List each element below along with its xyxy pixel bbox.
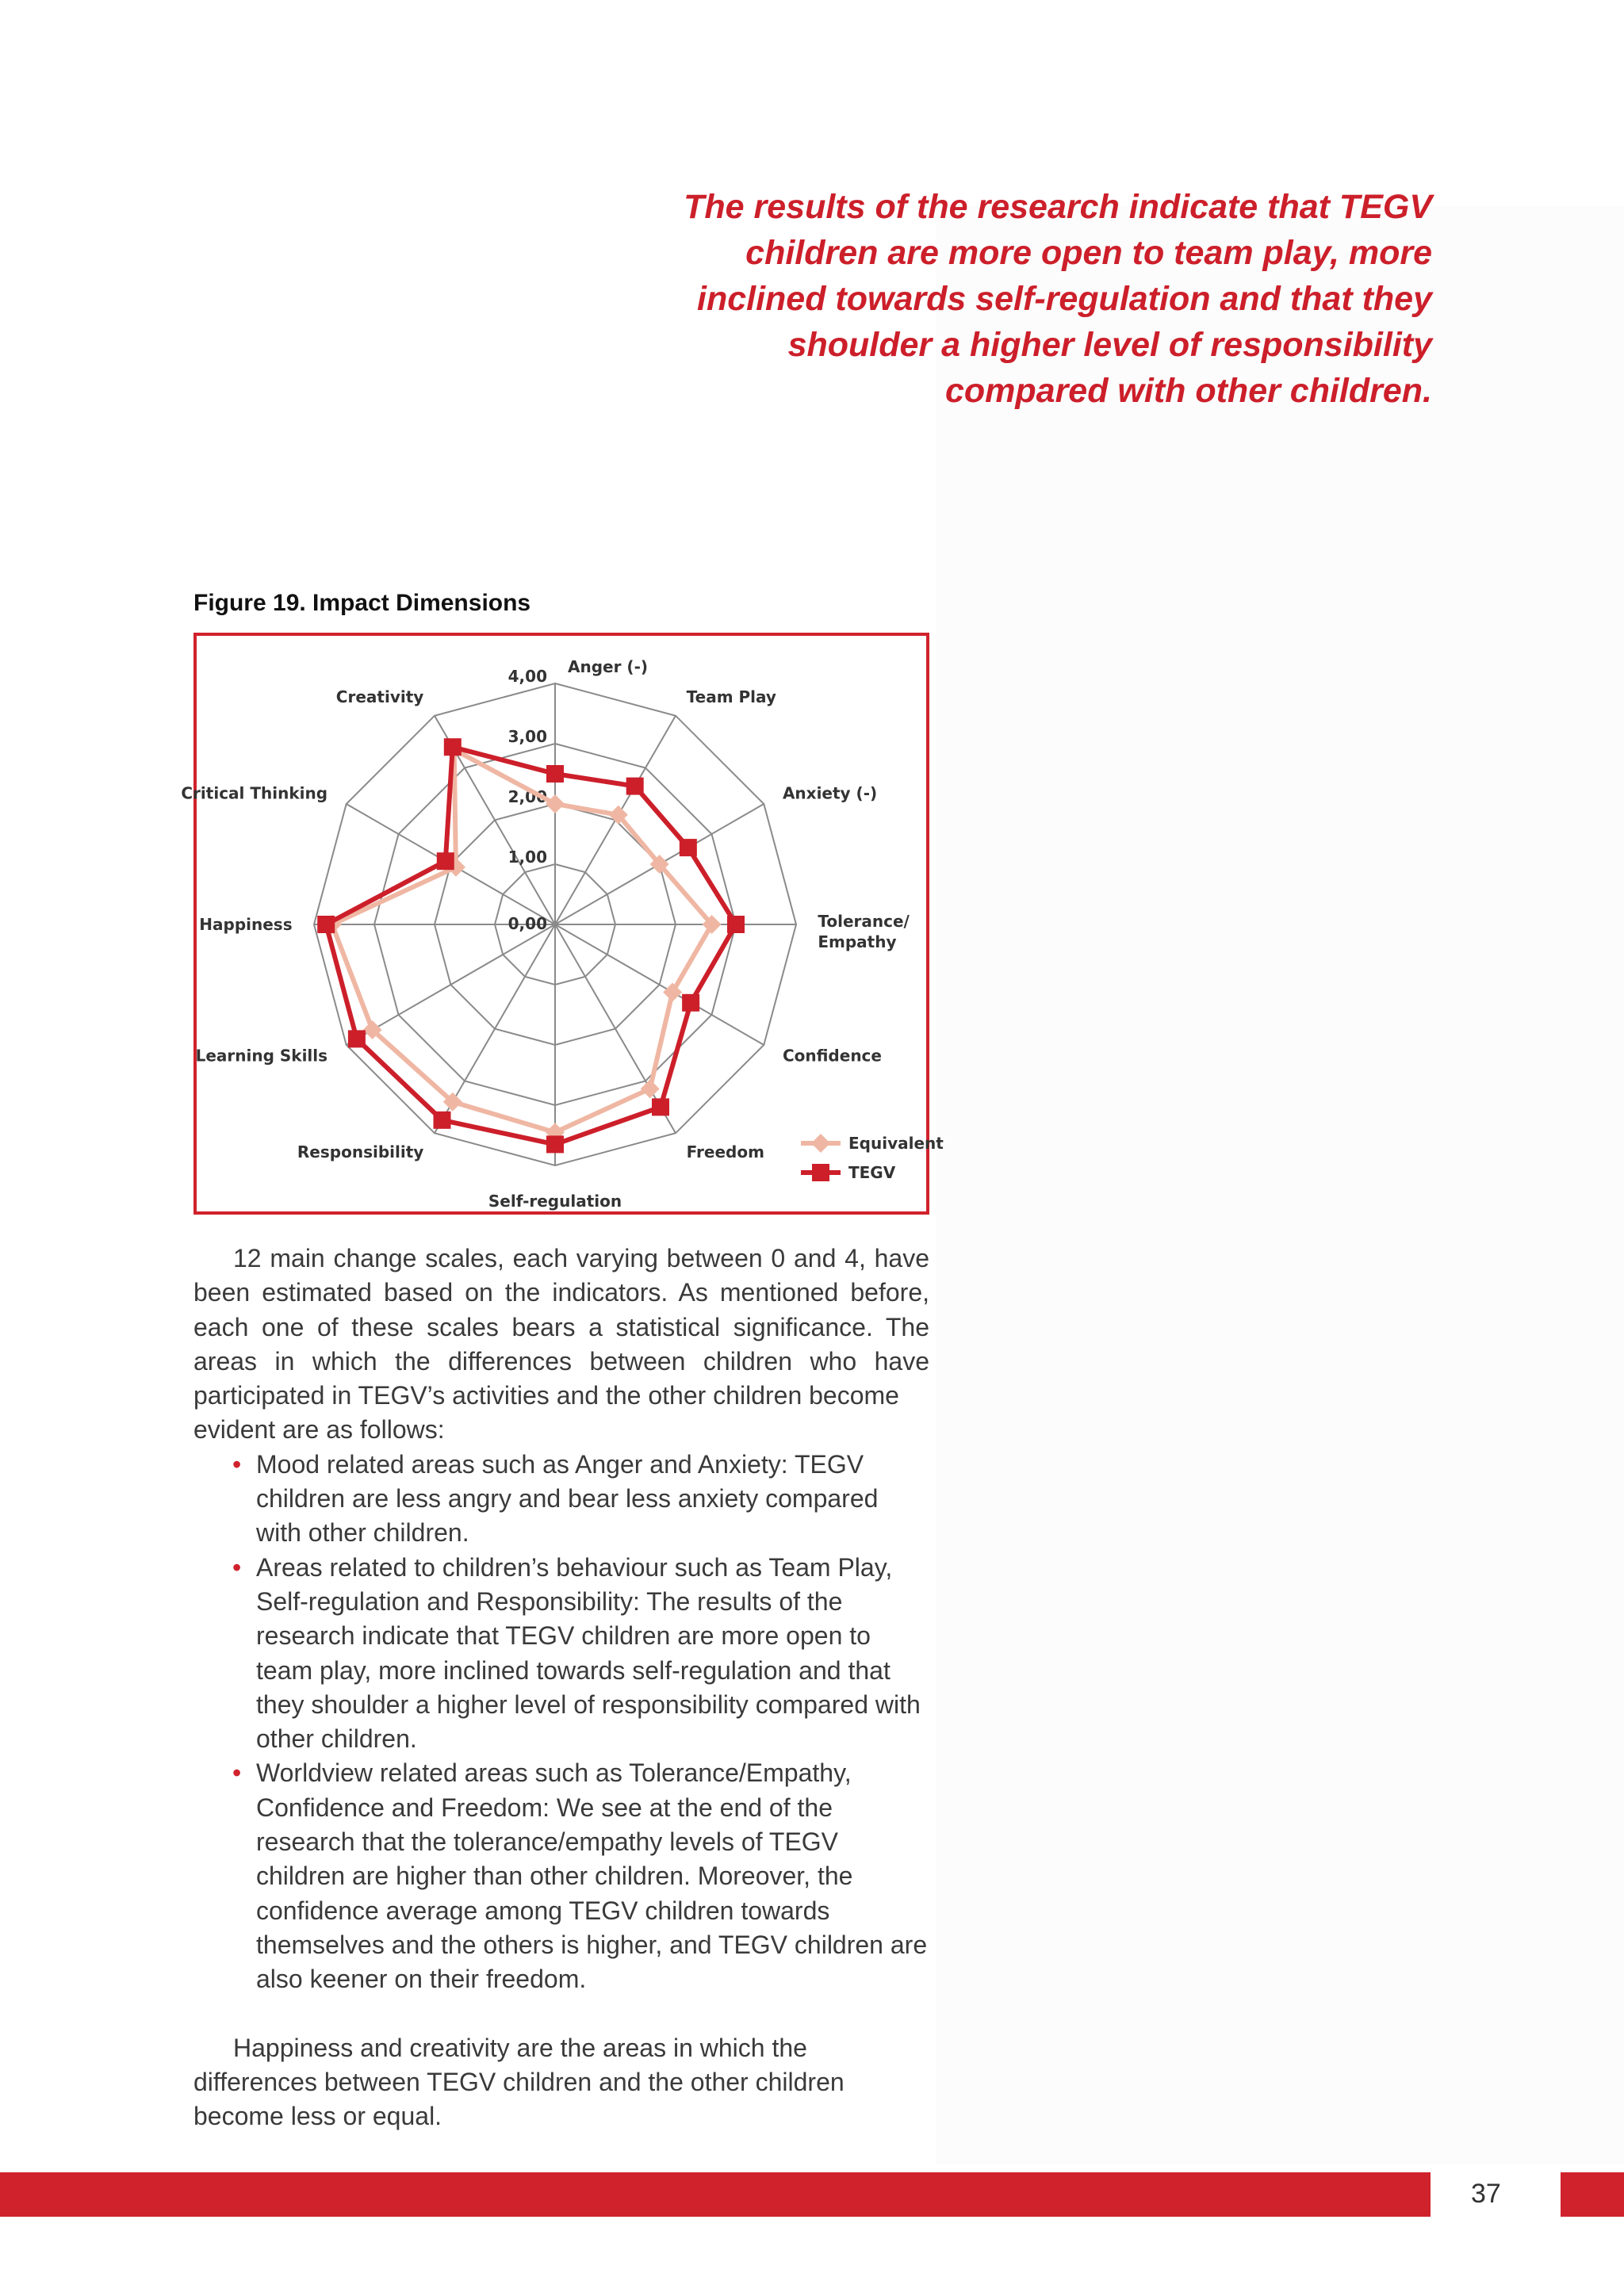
data-point-tegv	[348, 1030, 366, 1047]
list-item-text: Areas related to children’s behaviour such as Team Play, Self-regulation and Responsibility: The results of the research indicate that TEGV children are more open to team play, more inclined towards self-regulation and that they shoulder a higher level of responsibility compared with other children.	[256, 1552, 921, 1754]
data-point-tegv	[652, 1098, 669, 1115]
radar-chart	[181, 636, 944, 1211]
tick-label: 3,00	[508, 727, 547, 746]
data-point-equivalent	[663, 983, 682, 1002]
axis-label: Anger (-)	[568, 657, 649, 676]
pull-quote-line: compared with other children.	[944, 372, 1432, 410]
tick-label: 1,00	[508, 848, 547, 867]
axis-label: Creativity	[335, 687, 424, 707]
page-number: 37	[1471, 2179, 1501, 2209]
axis-label: Anxiety (-)	[782, 783, 878, 803]
axis-label: Tolerance/ Empathy	[818, 912, 910, 951]
data-point-tegv	[546, 1135, 564, 1153]
list-item-text: Mood related areas such as Anger and Anxiety: TEGV children are less angry and bear less anxiety compared with other children.	[256, 1449, 879, 1548]
footer-bar	[0, 2172, 1431, 2217]
bullet-dot: •	[232, 1449, 242, 1479]
axis-label: Learning Skills	[195, 1046, 328, 1066]
axis-label: Self-regulation	[488, 1192, 622, 1211]
data-point-tegv	[546, 765, 564, 783]
bullet-dot: •	[232, 1758, 242, 1788]
body-text	[193, 1242, 929, 2133]
paragraph-closing: Happiness and creativity are the areas in which the differences between TEGV children and the other children become less or equal.	[193, 2033, 845, 2131]
legend-label: TEGV	[848, 1163, 896, 1182]
series-line-tegv	[326, 747, 736, 1144]
data-point-tegv	[680, 839, 697, 856]
data-point-tegv	[626, 778, 644, 795]
list-item	[232, 1551, 929, 1757]
tick-label: 2,00	[508, 787, 547, 806]
axis-label: Critical Thinking	[181, 783, 328, 803]
radar-tick-labels	[508, 667, 547, 933]
legend-marker	[812, 1164, 829, 1181]
axis-label: Responsibility	[297, 1142, 424, 1161]
data-point-tegv	[444, 738, 462, 756]
data-point-equivalent	[546, 794, 565, 813]
paragraph-intro-last: evident are as follows:	[193, 1415, 445, 1445]
data-point-tegv	[682, 994, 699, 1012]
radar-spoke	[555, 924, 764, 1045]
tick-label: 4,00	[508, 667, 547, 686]
bullet-list	[193, 1448, 929, 1997]
data-point-tegv	[727, 916, 745, 933]
chart-legend	[801, 1134, 944, 1182]
pull-quote-line: The results of the research indicate that TEGV	[684, 188, 1432, 226]
axis-label: Happiness	[199, 915, 293, 934]
spacer	[193, 1997, 929, 2031]
legend-marker	[811, 1134, 830, 1153]
data-point-tegv	[437, 852, 454, 870]
right-panel-background	[936, 206, 1624, 2164]
pull-quote-line: inclined towards self-regulation and that they	[697, 280, 1432, 318]
figure-title: Figure 19. Impact Dimensions	[193, 590, 531, 616]
list-item	[232, 1756, 929, 1996]
footer-accent-block	[1561, 2172, 1624, 2217]
bullet-dot: •	[232, 1552, 242, 1582]
data-point-tegv	[434, 1112, 451, 1129]
axis-label: Confidence	[782, 1046, 882, 1066]
data-point-tegv	[317, 916, 335, 933]
legend-label: Equivalent	[848, 1134, 944, 1153]
list-item-text: Worldview related areas such as Tolerance/Empathy, Confidence and Freedom: We see at the end of the research that the tolerance/empathy levels of TEGV children are higher than other children. Moreover, the confidence average among TEGV children towards themselves and the others is higher, and TEGV children are also keener on their freedom.	[256, 1758, 928, 1994]
list-item	[232, 1448, 929, 1551]
paragraph-intro	[193, 1242, 929, 1413]
axis-label: Freedom	[686, 1142, 764, 1161]
pull-quote-line: children are more open to team play, more	[745, 234, 1432, 272]
pull-quote	[650, 184, 1432, 414]
paragraph-intro-text: 12 main change scales, each varying between 0 and 4, have been estimated based on the indicators. As mentioned before, each one of these scales bears a statistical significance. The areas in which the differences between children who have participated in TEGV’s activities and the other children become	[193, 1244, 929, 1410]
pull-quote-line: shoulder a higher level of responsibility	[787, 326, 1432, 364]
chart-frame	[181, 633, 944, 1215]
radar-grid	[314, 683, 796, 1165]
tick-label: 0,00	[508, 914, 547, 933]
axis-label: Team Play	[686, 687, 776, 707]
